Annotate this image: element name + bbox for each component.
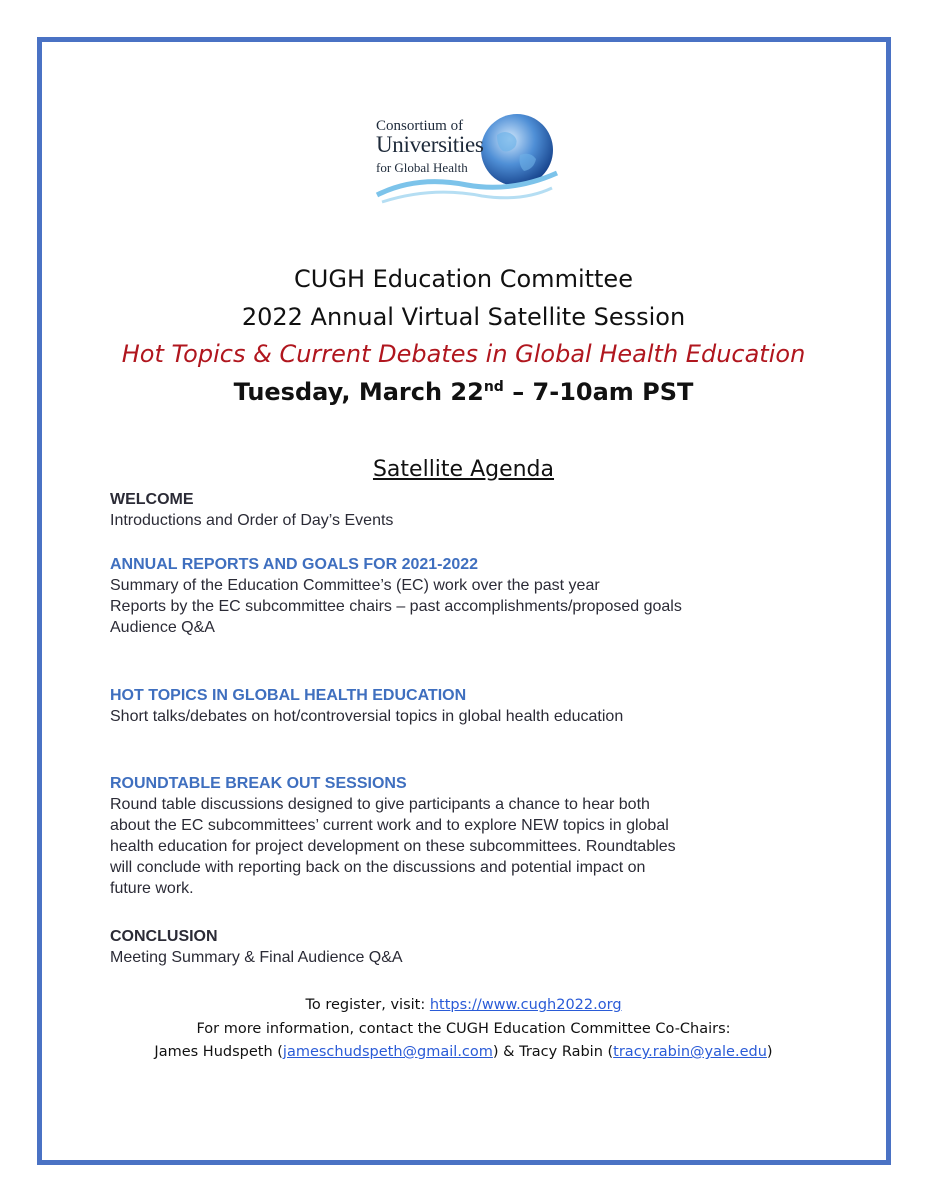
contact-2-email-link[interactable]: tracy.rabin@yale.edu — [613, 1044, 767, 1060]
section-heading: ANNUAL REPORTS AND GOALS FOR 2021-2022 — [110, 556, 479, 573]
section-roundtable — [110, 773, 850, 899]
cugh-logo — [372, 110, 562, 205]
section-line: Audience Q&A — [110, 619, 215, 636]
section-line: will conclude with reporting back on the discussions and potential impact on — [110, 859, 646, 876]
section-welcome — [110, 489, 850, 531]
section-heading: WELCOME — [110, 491, 194, 508]
section-line: about the EC subcommittees’ current work and to explore NEW topics in global — [110, 817, 669, 834]
contact-1-name: James Hudspeth ( — [154, 1044, 283, 1060]
date-text: Tuesday, March 22 — [233, 378, 484, 406]
section-line: Meeting Summary & Final Audience Q&A — [110, 949, 403, 966]
agenda-title: Satellite Agenda — [372, 457, 555, 482]
contact-line — [0, 1044, 927, 1060]
time-text: – 7-10am PST — [503, 378, 694, 406]
contact-separator: ) & Tracy Rabin ( — [492, 1044, 614, 1060]
logo-line-3: for Global Health — [376, 160, 468, 175]
register-line — [0, 997, 927, 1013]
session-subtitle: Hot Topics & Current Debates in Global Health Education — [121, 340, 806, 368]
register-label: To register, visit: — [305, 997, 430, 1013]
register-link[interactable]: https://www.cugh2022.org — [429, 997, 622, 1013]
section-line: Round table discussions designed to give participants a chance to hear both — [110, 796, 650, 813]
section-annual-reports — [110, 554, 850, 638]
date-suffix: nd — [483, 379, 504, 395]
section-hot-topics — [110, 685, 850, 727]
logo-line-1: Consortium of — [376, 118, 464, 134]
section-conclusion — [110, 926, 850, 968]
section-line: health education for project development on these subcommittees. Roundtables — [110, 838, 676, 855]
contact-1-email-link[interactable]: jameschudspeth@gmail.com — [282, 1044, 493, 1060]
section-line: future work. — [110, 880, 194, 897]
session-title: 2022 Annual Virtual Satellite Session — [241, 303, 686, 331]
section-heading: HOT TOPICS IN GLOBAL HEALTH EDUCATION — [110, 687, 467, 704]
section-line: Reports by the EC subcommittee chairs – past accomplishments/proposed goals — [110, 598, 682, 615]
section-line: Summary of the Education Committee’s (EC) work over the past year — [110, 577, 600, 594]
info-line: For more information, contact the CUGH Education Committee Co-Chairs: — [196, 1021, 731, 1037]
logo-line-2: Universities — [376, 132, 484, 157]
section-heading: CONCLUSION — [110, 928, 218, 945]
session-date — [0, 378, 927, 406]
contact-end: ) — [766, 1044, 773, 1060]
section-line: Introductions and Order of Day’s Events — [110, 512, 394, 529]
section-heading: ROUNDTABLE BREAK OUT SESSIONS — [110, 775, 407, 792]
committee-title: CUGH Education Committee — [294, 265, 633, 293]
section-line: Short talks/debates on hot/controversial topics in global health education — [110, 708, 624, 725]
